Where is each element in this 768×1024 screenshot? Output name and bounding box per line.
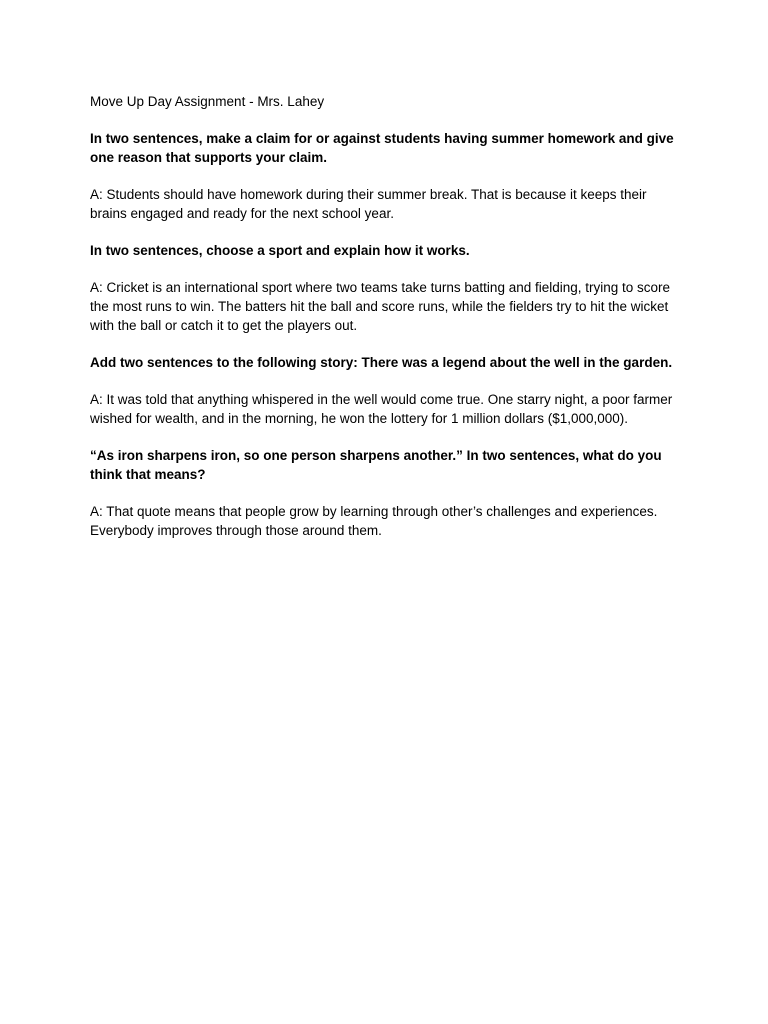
document-title: Move Up Day Assignment - Mrs. Lahey [90, 94, 325, 109]
question-4: “As iron sharpens iron, so one person sharpens another.” In two sentences, what do you think that means? [90, 448, 662, 482]
answer-2: A: Cricket is an international sport where two teams take turns batting and fielding, trying to score the most runs to win. The batters hit the ball and score runs, while the fielders try to hit the wicket with the ball or catch it to get the players out. [90, 280, 671, 333]
qa-item-3 [90, 353, 678, 428]
question-2: In two sentences, choose a sport and explain how it works. [90, 243, 470, 258]
qa-item-1 [90, 129, 678, 223]
answer-3: A: It was told that anything whispered in the well would come true. One starry night, a poor farmer wished for wealth, and in the morning, he won the lottery for 1 million dollars ($1,000,000). [90, 392, 673, 426]
answer-4: A: That quote means that people grow by learning through other’s challenges and experiences. Everybody improves through those around them. [90, 504, 658, 538]
question-1: In two sentences, make a claim for or against students having summer homework and give one reason that supports your claim. [90, 131, 674, 165]
qa-item-4 [90, 446, 678, 540]
qa-item-2 [90, 241, 678, 335]
answer-1: A: Students should have homework during their summer break. That is because it keeps their brains engaged and ready for the next school year. [90, 187, 647, 221]
question-3: Add two sentences to the following story: There was a legend about the well in the garden. [90, 355, 673, 370]
